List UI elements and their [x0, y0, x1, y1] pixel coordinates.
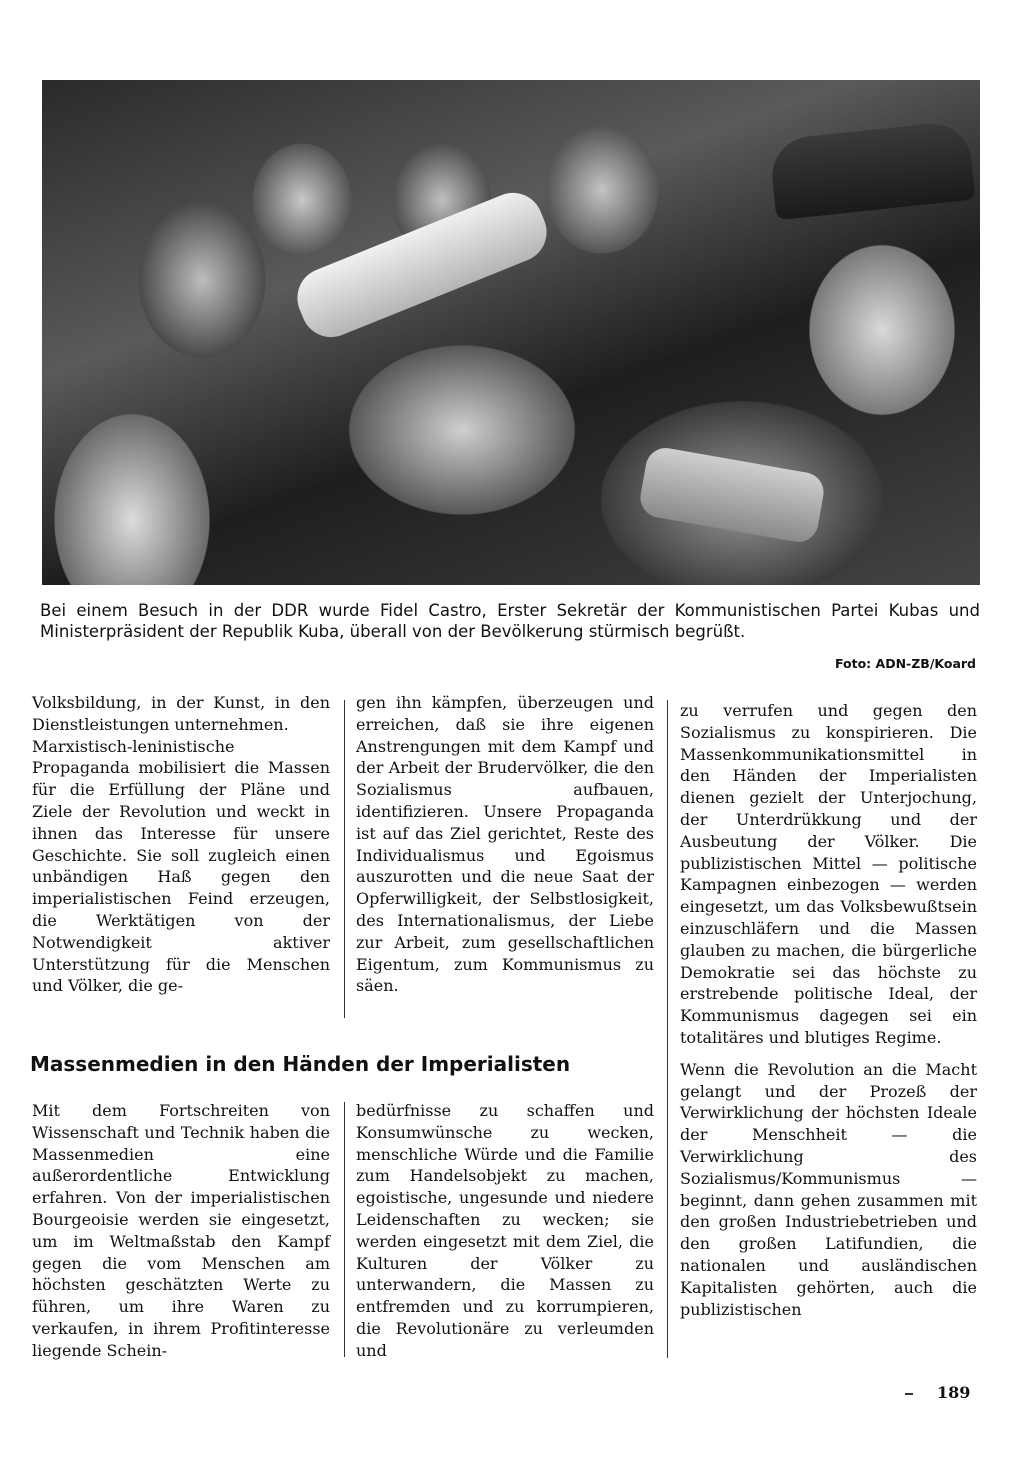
- right-column: [680, 700, 977, 1320]
- column-divider: [667, 700, 668, 1358]
- upper-column-1: [32, 692, 330, 997]
- upper-column-2: [356, 692, 654, 997]
- paragraph: gen ihn kämpfen, überzeugen und erreichen, daß sie ihre eigenen Anstrengungen mit dem Kampf und der Arbeit der Brudervölker, die den Sozialismus aufbauen, identifizieren. Unsere Propaganda ist auf das Ziel gerichtet, Reste des Individualismus und Egoismus auszurotten und die neue Saat der Opferwilligkeit, der Selbstlosigkeit, des Internationalismus, der Liebe zur Arbeit, zum gesellschaftlichen Eigentum, zum Kommunismus zu säen.: [356, 693, 654, 996]
- military-cap-shape: [768, 120, 975, 220]
- paragraph: bedürfnisse zu schaffen und Konsumwünsche zu wecken, menschliche Würde und die Familie zum Handelsobjekt zu machen, egoistische, ungesunde und niedere Leidenschaften zu wecken; sie werden eingesetzt mit dem Ziel, die Kulturen der Völker zu unterwandern, die Massen zu entfremden und zu korrumpieren, die Revolutionäre zu verleumden und: [356, 1101, 654, 1360]
- paragraph: Marxistisch-leninistische Propaganda mobilisiert die Massen für die Erfüllung der Pläne und Ziele der Revolution und weckt in ihnen das Interesse für unsere Geschichte. Sie soll zugleich einen unbändigen Haß gegen den imperialistischen Feind erzeugen, die Werktätigen von der Notwendigkeit aktiver Unterstützung für die Menschen und Völker, die ge-: [32, 736, 330, 996]
- page-number-dash: [905, 1393, 913, 1395]
- photo-caption: Bei einem Besuch in der DDR wurde Fidel Castro, Erster Sekretär der Kommunistischen Partei Kubas und Ministerpräsident der Republik Kuba, überall von der Bevölkerung stürmisch begrüßt.: [40, 601, 980, 641]
- page-number: 189: [937, 1383, 971, 1402]
- sleeve-shape: [637, 445, 826, 545]
- lower-column-2: [356, 1100, 654, 1362]
- paragraph: zu verrufen und gegen den Sozialismus zu konspirieren. Die Massenkommunikationsmittel in den Händen der Imperialisten dienen gezielt der Unterjochung, der Unterdrükkung und der Ausbeutung der Völker. Die publizistischen Mittel — politische Kampagnen einbezogen — werden eingesetzt, um das Volksbewußtsein einzuschläfern und die Massen glauben zu machen, die bürgerliche Demokratie sei das höchste zu erstrebende politische Ideal, der Kommunismus dagegen sei ein totalitäres und blutiges Regime.: [680, 701, 977, 1047]
- photo-crowd-greeting: [42, 80, 980, 585]
- lower-column-1: [32, 1100, 330, 1362]
- photo-credit: Foto: ADN-ZB/Koard: [835, 656, 976, 671]
- paragraph: Wenn die Revolution an die Macht gelangt und der Prozeß der Verwirklichung der höchsten Ideale der Menschheit — die Verwirklichung des Sozialismus/Kommunismus — beginnt, dann gehen zusammen mit den großen Industriebetrieben und den großen Latifundien, die nationalen und ausländischen Kapitalisten gehörten, auch die publizistischen: [680, 1059, 977, 1319]
- paragraph: Volksbildung, in der Kunst, in den Dienstleistungen unternehmen.: [32, 693, 330, 734]
- section-heading: Massenmedien in den Händen der Imperialisten: [30, 1052, 571, 1076]
- paragraph: Mit dem Fortschreiten von Wissenschaft und Technik haben die Massenmedien eine außerordentliche Entwicklung erfahren. Von der imperialistischen Bourgeoisie werden sie eingesetzt, um im Weltmaßstab den Kampf gegen die vom Menschen am höchsten geschätzten Werte zu führen, um ihre Waren zu verkaufen, in ihrem Profitinteresse liegende Schein-: [32, 1101, 330, 1360]
- column-divider: [344, 1102, 345, 1357]
- raised-arm-shape: [288, 184, 555, 346]
- column-divider: [344, 700, 345, 1018]
